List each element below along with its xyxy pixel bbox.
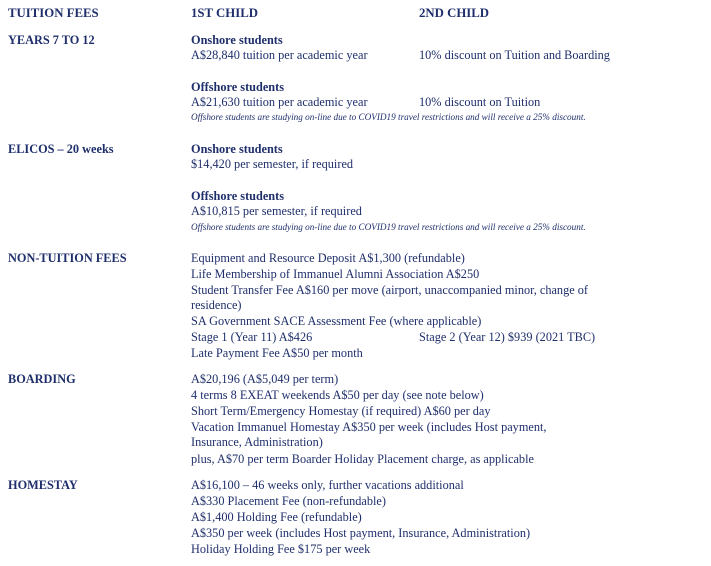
boarding-label: BOARDING	[8, 372, 76, 386]
years-onshore-discount: 10% discount on Tuition and Boarding	[419, 48, 610, 62]
homestay-line: Holiday Holding Fee $175 per week	[191, 542, 371, 556]
header-second-child: 2ND CHILD	[419, 6, 490, 20]
homestay-line: A$16,100 – 46 weeks only, further vacations additional	[191, 478, 464, 492]
non-tuition-line: residence)	[191, 298, 242, 312]
years-offshore-discount: 10% discount on Tuition	[419, 95, 541, 109]
years-label: YEARS 7 TO 12	[8, 33, 95, 47]
boarding-line: Vacation Immanuel Homestay A$350 per week (includes Host payment,	[191, 420, 547, 434]
years-offshore-fee: A$21,630 tuition per academic year	[191, 95, 368, 109]
elicos-offshore-fee: A$10,815 per semester, if required	[191, 204, 362, 218]
homestay-label: HOMESTAY	[8, 478, 78, 492]
non-tuition-line: Life Membership of Immanuel Alumni Association A$250	[191, 267, 480, 281]
non-tuition-line: Stage 1 (Year 11) A$426	[191, 330, 313, 344]
years-offshore-note: Offshore students are studying on-line due to COVID19 travel restrictions and will receive a 25% discount.	[191, 112, 586, 122]
boarding-line: 4 terms 8 EXEAT weekends A$50 per day (see note below)	[191, 388, 484, 402]
years-onshore-title: Onshore students	[191, 33, 283, 47]
years-onshore-fee: A$28,840 tuition per academic year	[191, 48, 368, 62]
boarding-line: plus, A$70 per term Boarder Holiday Placement charge, as applicable	[191, 452, 534, 466]
elicos-onshore-fee: $14,420 per semester, if required	[191, 157, 354, 171]
homestay-line: A$1,400 Holding Fee (refundable)	[191, 510, 362, 524]
header-first-child: 1ST CHILD	[191, 6, 258, 20]
non-tuition-line: Stage 2 (Year 12) $939 (2021 TBC)	[419, 330, 596, 344]
non-tuition-line: Late Payment Fee A$50 per month	[191, 346, 363, 360]
boarding-line: A$20,196 (A$5,049 per term)	[191, 372, 339, 386]
homestay-line: A$350 per week (includes Host payment, Insurance, Administration)	[191, 526, 531, 540]
non-tuition-line: SA Government SACE Assessment Fee (where applicable)	[191, 314, 482, 328]
years-offshore-title: Offshore students	[191, 80, 285, 94]
non-tuition-label: NON-TUITION FEES	[8, 251, 127, 265]
elicos-label: ELICOS – 20 weeks	[8, 142, 114, 156]
elicos-onshore-title: Onshore students	[191, 142, 283, 156]
elicos-offshore-note: Offshore students are studying on-line due to COVID19 travel restrictions and will receive a 25% discount.	[191, 222, 586, 232]
header-tuition-fees: TUITION FEES	[8, 6, 99, 20]
homestay-line: A$330 Placement Fee (non-refundable)	[191, 494, 386, 508]
boarding-line: Insurance, Administration)	[191, 435, 323, 449]
boarding-line: Short Term/Emergency Homestay (if required) A$60 per day	[191, 404, 491, 418]
non-tuition-line: Student Transfer Fee A$160 per move (airport, unaccompanied minor, change of	[191, 283, 589, 297]
non-tuition-line: Equipment and Resource Deposit A$1,300 (refundable)	[191, 251, 465, 265]
elicos-offshore-title: Offshore students	[191, 189, 285, 203]
